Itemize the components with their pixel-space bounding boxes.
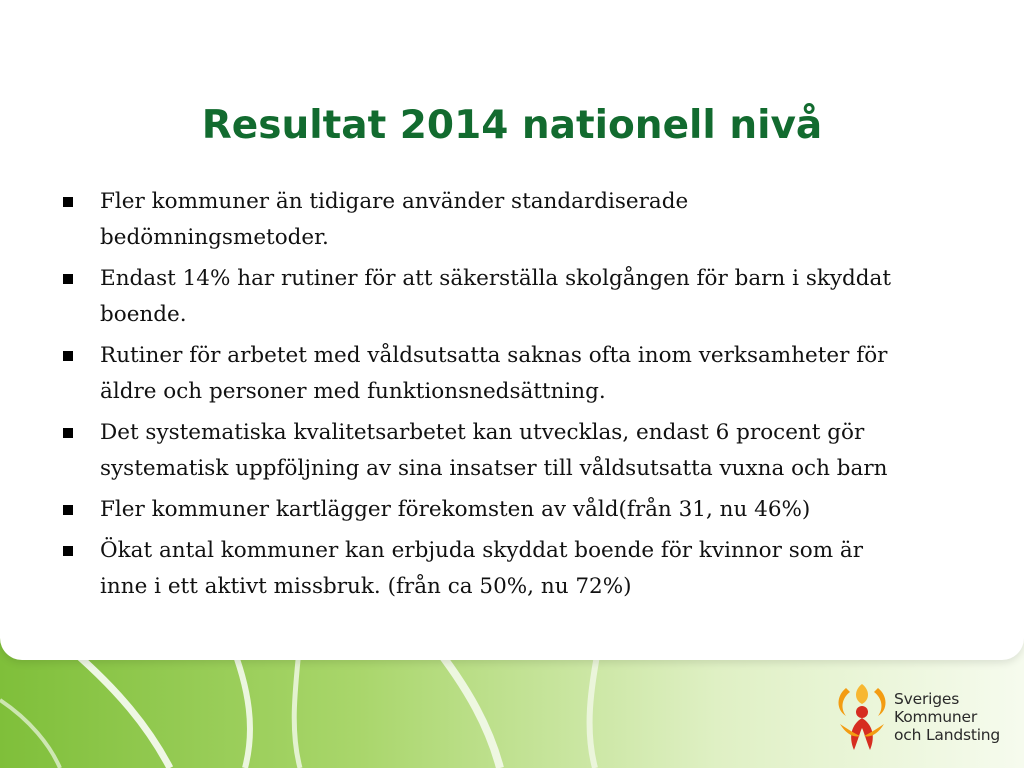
bullet-text-line: Det systematiska kvalitetsarbetet kan utvecklas, endast 6 procent gör xyxy=(100,420,865,445)
bullet-item xyxy=(62,492,972,528)
square-bullet-icon xyxy=(63,351,73,361)
bullet-item xyxy=(62,415,972,487)
bullet-item xyxy=(62,184,972,256)
bullet-item xyxy=(62,533,972,605)
bullet-item xyxy=(62,338,972,410)
bullet-text-line: boende. xyxy=(100,302,187,327)
skl-emblem-icon xyxy=(832,680,892,755)
bullet-item xyxy=(62,261,972,333)
bullet-text-line: Ökat antal kommuner kan erbjuda skyddat boende för kvinnor som är xyxy=(100,538,864,563)
bullet-text-line: systematisk uppföljning av sina insatser till våldsutsatta vuxna och barn xyxy=(100,456,888,481)
bullet-text-line: bedömningsmetoder. xyxy=(100,225,329,250)
bullet-text-line: Fler kommuner än tidigare använder standardiserade xyxy=(100,189,689,214)
slide-title: Resultat 2014 nationell nivå xyxy=(201,103,823,148)
bullet-text-line: Fler kommuner kartlägger förekomsten av våld(från 31, nu 46%) xyxy=(100,497,811,522)
square-bullet-icon xyxy=(63,505,73,515)
skl-logo xyxy=(832,680,1012,755)
logo-line: och Landsting xyxy=(894,726,1001,744)
square-bullet-icon xyxy=(63,197,73,207)
logo-line: Sveriges xyxy=(894,690,960,708)
square-bullet-icon xyxy=(63,274,73,284)
square-bullet-icon xyxy=(63,546,73,556)
bullet-list xyxy=(62,184,972,610)
bullet-text-line: äldre och personer med funktionsnedsättning. xyxy=(100,379,606,404)
logo-line: Kommuner xyxy=(894,708,978,726)
bullet-text-line: Endast 14% har rutiner för att säkerställa skolgången för barn i skyddat xyxy=(100,266,892,291)
bullet-text-line: Rutiner för arbetet med våldsutsatta saknas ofta inom verksamheter för xyxy=(100,343,888,368)
bullet-text-line: inne i ett aktivt missbruk. (från ca 50%, nu 72%) xyxy=(100,574,632,599)
square-bullet-icon xyxy=(63,428,73,438)
skl-logo-text xyxy=(894,690,1000,744)
